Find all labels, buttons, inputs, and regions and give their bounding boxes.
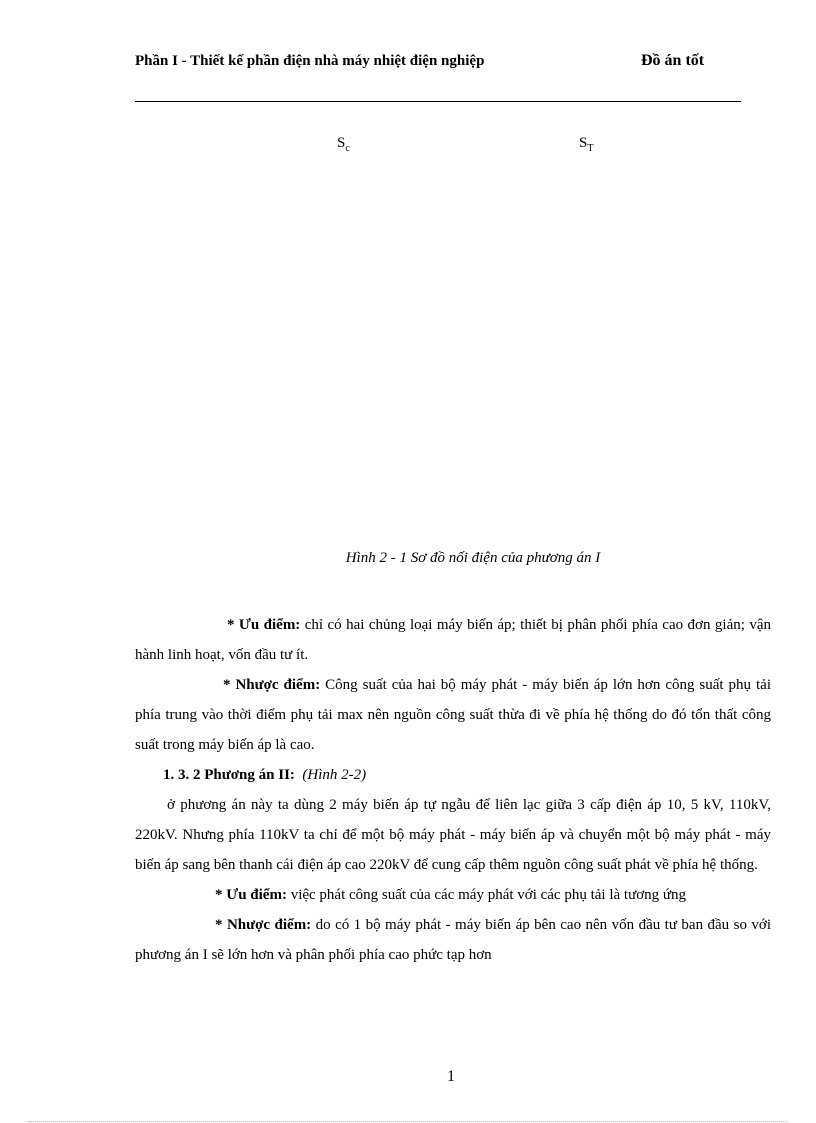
paragraph-option-2: ở phương án này ta dùng 2 máy biến áp tự ngẫu để liên lạc giữa 3 cấp điện áp 10, 5 kV, 110kV, 220kV. Nhưng phía 110kV ta chỉ để một bộ máy phát - máy biến áp và chuyển một bộ máy phát - máy biến áp sang bên thanh cái điện áp cao 220kV để cung cấp thêm nguồn công suất phát về phía hệ thống. <box>135 797 771 873</box>
figure-label-st: $S_T$ <box>579 135 594 154</box>
figure-label-sc: $S_c$ <box>337 135 350 154</box>
page-number: 1 <box>447 1068 455 1085</box>
header-right-title: Đồ án tốt <box>641 52 705 69</box>
header-divider <box>135 101 741 102</box>
section-heading: 1. 3. 2 Phương án II: (Hình 2-2) <box>163 767 367 783</box>
paragraph-disadvantages-2: * Nhược điểm: do có 1 bộ máy phát - máy biến áp bên cao nên vốn đầu tư ban đầu so với phương án I sẽ lớn hơn và phân phối phía cao phức tạp hơn <box>135 917 771 963</box>
figure-caption: Hình 2 - 1 Sơ đồ nối điện của phương án I <box>345 550 601 566</box>
page-bottom-border <box>28 1121 788 1122</box>
paragraph-disadvantages-1: * Nhược điểm: Công suất của hai bộ máy phát - máy biến áp lớn hơn công suất phụ tải phía trung vào thời điểm phụ tải max nên nguồn công suất thừa đi về phía hệ thống do đó tổn thất công suất trong máy biến áp là cao. <box>135 677 771 753</box>
header-title: Phần I - Thiết kế phần điện nhà máy nhiệt điện nghiệp <box>135 53 485 69</box>
paragraph-advantages-2: * Ưu điểm: việc phát công suất của các máy phát với các phụ tải là tương ứng <box>215 887 687 903</box>
paragraph-advantages-1: * Ưu điểm: chỉ có hai chủng loại máy biến áp; thiết bị phân phối phía cao đơn giản; vận hành linh hoạt, vốn đầu tư ít. <box>135 617 771 663</box>
body-text <box>135 610 771 970</box>
